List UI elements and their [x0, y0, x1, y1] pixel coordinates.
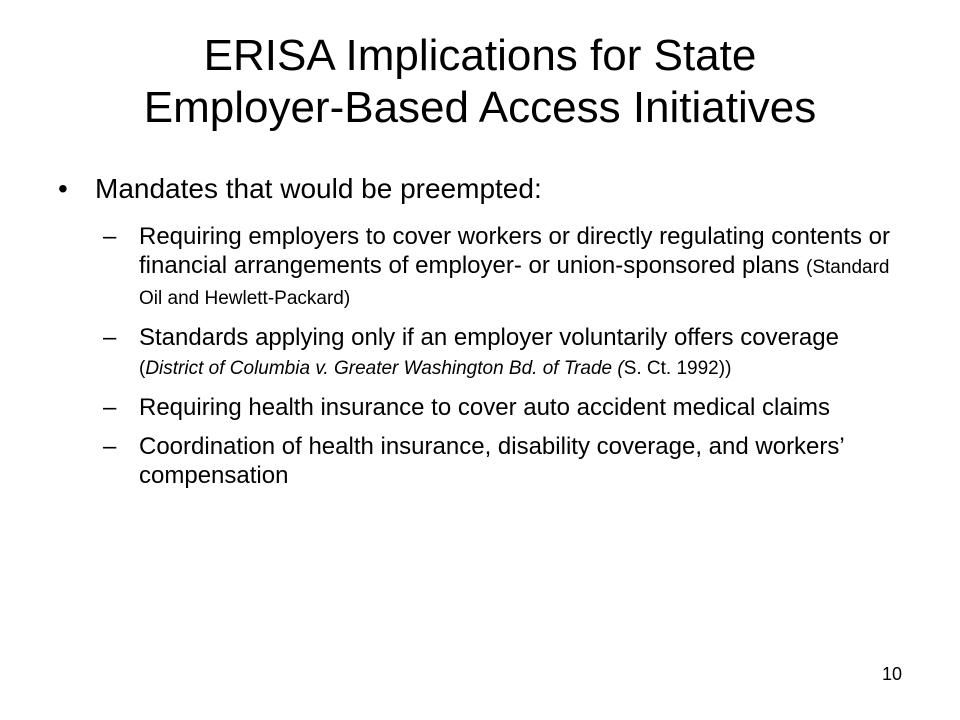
sub-bullet-item [103, 323, 903, 383]
slide-title-line-2: Employer-Based Access Initiatives [143, 83, 817, 132]
main-bullet-text: Mandates that would be preempted: [95, 173, 542, 204]
sub-bullet-text: Coordination of health insurance, disability coverage, and workers’ compensation [139, 433, 844, 489]
slide-title-line-1: ERISA Implications for State [203, 31, 757, 80]
sub-bullet-text: Standards applying only if an employer voluntarily offers coverage [139, 324, 839, 351]
main-bullet [58, 172, 918, 206]
sub-bullet-citation-open: ( [139, 358, 146, 379]
sub-bullet-item [103, 393, 903, 422]
sub-bullet-citation-case: District of Columbia v. Greater Washington Bd. of Trade ( [145, 358, 624, 379]
sub-bullet-dash: – [103, 394, 117, 421]
sub-bullet-item [103, 222, 903, 313]
sub-bullet-dash: – [103, 324, 117, 351]
sub-bullet-list [103, 222, 903, 500]
sub-bullet-text: Requiring employers to cover workers or directly regulating contents or financial arrangements of employer- or union-sponsored plans [139, 223, 890, 279]
sub-bullet-item [103, 432, 903, 490]
sub-bullet-text: Requiring health insurance to cover auto accident medical claims [139, 394, 831, 421]
sub-bullet-dash: – [103, 223, 117, 250]
page-number: 10 [881, 664, 902, 684]
slide-title [40, 30, 920, 134]
sub-bullet-citation-court: S. Ct. 1992)) [623, 358, 732, 379]
sub-bullet-dash: – [103, 433, 117, 460]
bullet-dot: • [58, 173, 68, 204]
sub-bullet-citation: (Standard Oil and Hewlett-Packard) [139, 257, 890, 309]
